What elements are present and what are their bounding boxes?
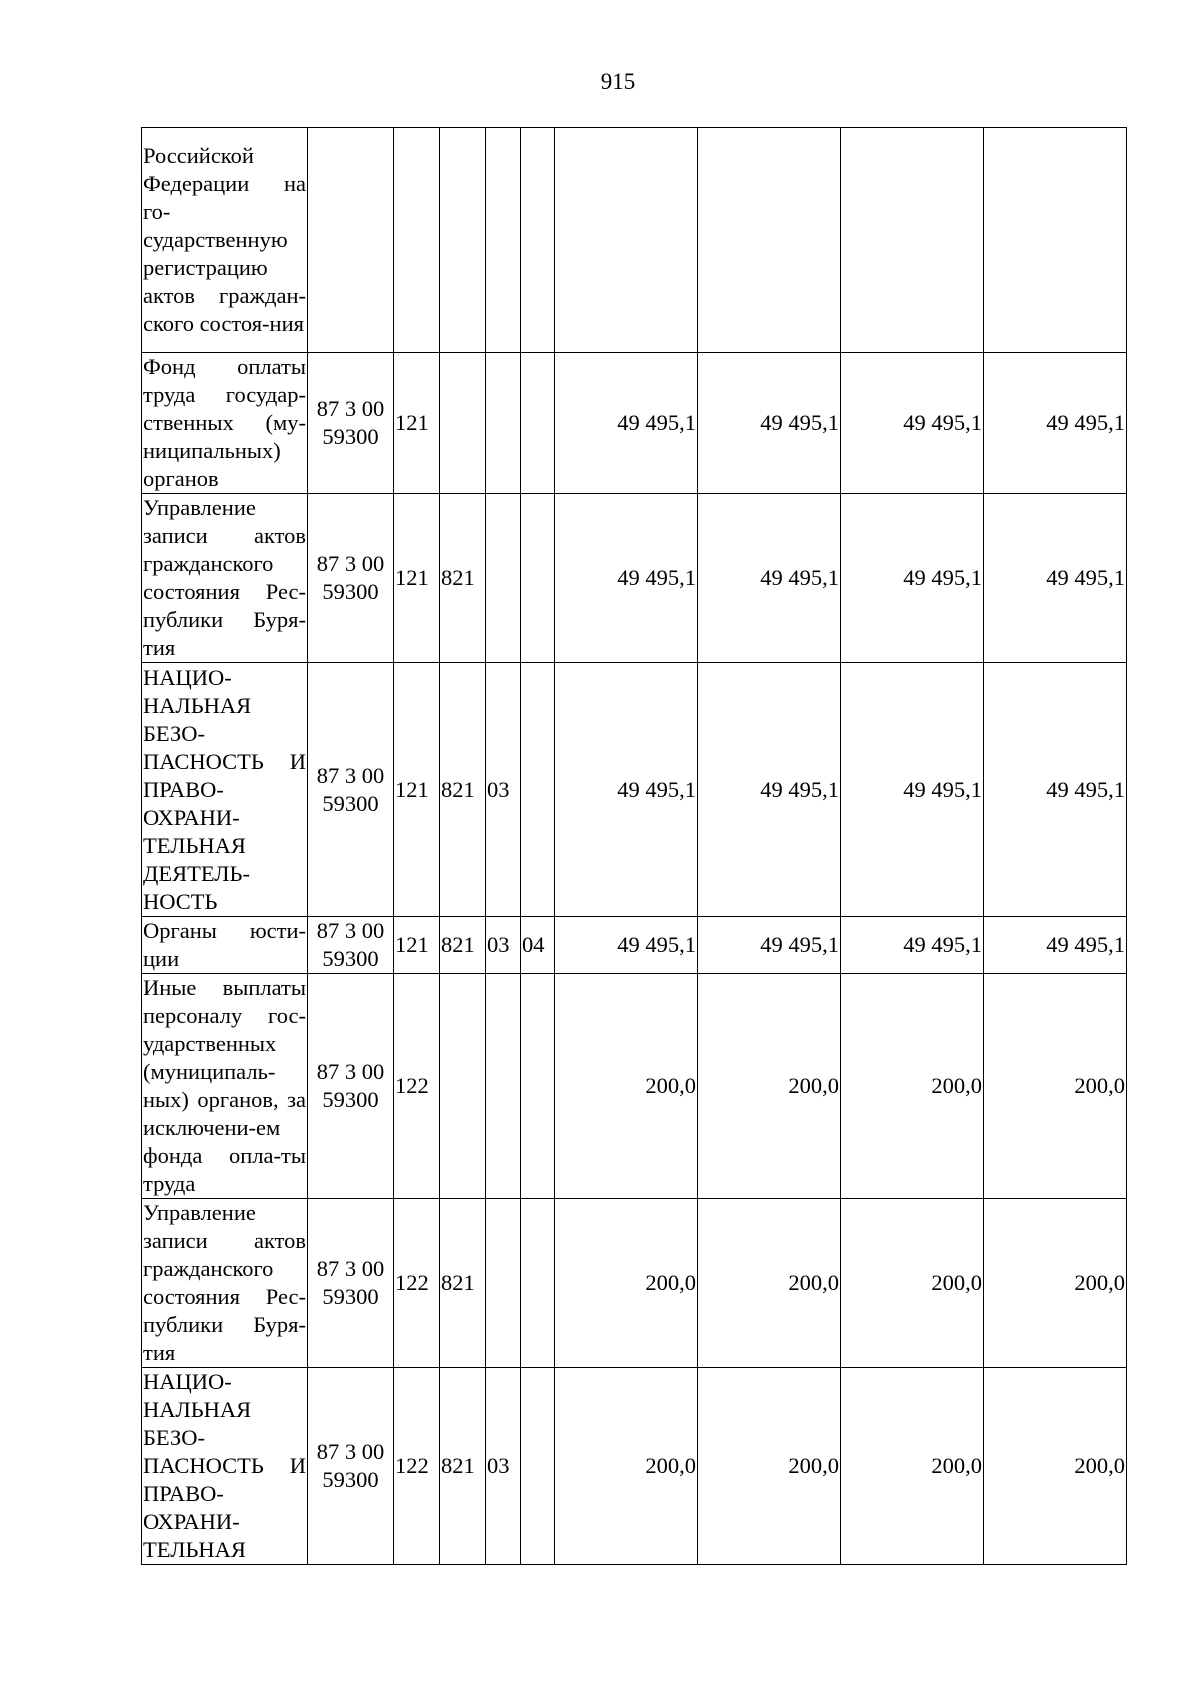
section-code: 03: [486, 917, 521, 974]
amount-4: [984, 128, 1127, 353]
amount-3: 200,0: [841, 974, 984, 1199]
row-name: Органы юсти-ции: [142, 917, 308, 974]
amount-2: 200,0: [698, 1368, 841, 1565]
amount-1: [555, 128, 698, 353]
admin-code: [440, 128, 486, 353]
amount-2: 49 495,1: [698, 917, 841, 974]
admin-code: 821: [440, 1199, 486, 1368]
target-code: 87 3 00 59300: [308, 494, 394, 663]
subsection-code: [521, 1368, 555, 1565]
row-name: Управление записи актов гражданского состояния Рес-публики Буря-тия: [142, 494, 308, 663]
amount-3: 49 495,1: [841, 663, 984, 917]
amount-1: 49 495,1: [555, 494, 698, 663]
amount-2: 49 495,1: [698, 353, 841, 494]
amount-2: 49 495,1: [698, 494, 841, 663]
section-code: [486, 1199, 521, 1368]
amount-4: 200,0: [984, 974, 1127, 1199]
amount-3: 49 495,1: [841, 917, 984, 974]
admin-code: 821: [440, 494, 486, 663]
amount-1: 200,0: [555, 1199, 698, 1368]
expense-type-code: 121: [394, 663, 440, 917]
row-name: НАЦИО-НАЛЬНАЯ БЕЗО-ПАСНОСТЬ И ПРАВО-ОХРАНИ-ТЕЛЬНАЯ: [142, 1368, 308, 1565]
row-name: Фонд оплаты труда государ-ственных (му-ниципальных) органов: [142, 353, 308, 494]
table-row: [142, 1368, 1127, 1565]
amount-4: 49 495,1: [984, 663, 1127, 917]
target-code: 87 3 00 59300: [308, 663, 394, 917]
subsection-code: 04: [521, 917, 555, 974]
target-code: 87 3 00 59300: [308, 974, 394, 1199]
table-row: [142, 128, 1127, 353]
amount-1: 200,0: [555, 974, 698, 1199]
amount-2: 200,0: [698, 974, 841, 1199]
admin-code: [440, 353, 486, 494]
expense-type-code: 122: [394, 974, 440, 1199]
subsection-code: [521, 494, 555, 663]
subsection-code: [521, 353, 555, 494]
subsection-code: [521, 1199, 555, 1368]
target-code: [308, 128, 394, 353]
admin-code: [440, 974, 486, 1199]
table-row: [142, 353, 1127, 494]
section-code: [486, 128, 521, 353]
amount-1: 49 495,1: [555, 353, 698, 494]
budget-table: [141, 127, 1127, 1565]
section-code: [486, 494, 521, 663]
amount-3: 200,0: [841, 1199, 984, 1368]
expense-type-code: 121: [394, 494, 440, 663]
amount-2: 49 495,1: [698, 663, 841, 917]
amount-4: 200,0: [984, 1368, 1127, 1565]
row-name: НАЦИО-НАЛЬНАЯ БЕЗО-ПАСНОСТЬ И ПРАВО-ОХРАНИ-ТЕЛЬНАЯ ДЕЯТЕЛЬ-НОСТЬ: [142, 663, 308, 917]
expense-type-code: 121: [394, 917, 440, 974]
table-row: [142, 663, 1127, 917]
table-row: [142, 974, 1127, 1199]
amount-3: 49 495,1: [841, 494, 984, 663]
amount-2: [698, 128, 841, 353]
expense-type-code: [394, 128, 440, 353]
section-code: 03: [486, 663, 521, 917]
admin-code: 821: [440, 1368, 486, 1565]
amount-4: 49 495,1: [984, 917, 1127, 974]
table-row: [142, 1199, 1127, 1368]
row-name: Управление записи актов гражданского состояния Рес-публики Буря-тия: [142, 1199, 308, 1368]
subsection-code: [521, 974, 555, 1199]
amount-2: 200,0: [698, 1199, 841, 1368]
page-number: 915: [600, 69, 636, 94]
target-code: 87 3 00 59300: [308, 353, 394, 494]
amount-4: 49 495,1: [984, 494, 1127, 663]
target-code: 87 3 00 59300: [308, 1199, 394, 1368]
target-code: 87 3 00 59300: [308, 917, 394, 974]
amount-3: 49 495,1: [841, 353, 984, 494]
admin-code: 821: [440, 663, 486, 917]
amount-1: 49 495,1: [555, 917, 698, 974]
row-name: Российской Федерации на го-сударственную регистрацию актов граждан-ского состоя-ния: [142, 128, 308, 353]
table-row: [142, 494, 1127, 663]
expense-type-code: 122: [394, 1199, 440, 1368]
target-code: 87 3 00 59300: [308, 1368, 394, 1565]
expense-type-code: 122: [394, 1368, 440, 1565]
amount-3: 200,0: [841, 1368, 984, 1565]
amount-4: 200,0: [984, 1199, 1127, 1368]
admin-code: 821: [440, 917, 486, 974]
subsection-code: [521, 128, 555, 353]
row-name: Иные выплаты персоналу гос-ударственных (муниципаль-ных) органов, за исключени-ем фонда опла-ты труда: [142, 974, 308, 1199]
amount-1: 49 495,1: [555, 663, 698, 917]
amount-1: 200,0: [555, 1368, 698, 1565]
amount-4: 49 495,1: [984, 353, 1127, 494]
subsection-code: [521, 663, 555, 917]
table-row: [142, 917, 1127, 974]
amount-3: [841, 128, 984, 353]
section-code: 03: [486, 1368, 521, 1565]
section-code: [486, 353, 521, 494]
section-code: [486, 974, 521, 1199]
expense-type-code: 121: [394, 353, 440, 494]
